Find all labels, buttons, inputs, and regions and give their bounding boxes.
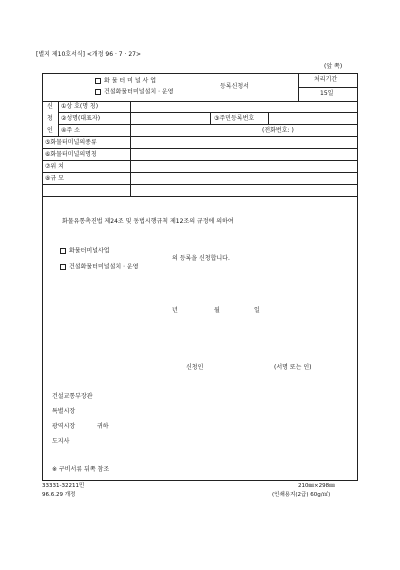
phone-number-label: (전화번호: ) [262,127,294,134]
row-label-terminal-name: ⑥화물터미널의명칭 [45,151,97,158]
apply-option-2-label: 건설화물터미널설치 · 운영 [69,263,139,271]
row-label-location: ⑦위 치 [45,163,64,170]
revision-date: 96.6.29 개정 [42,492,76,498]
date-day-label: 일 [254,307,260,314]
form-frame [42,73,358,481]
sign-or-seal-label: (서명 또는 인) [274,364,312,371]
required-docs-note: ※ 구비서류 뒤쪽 참조 [52,466,110,473]
title-option-2 [95,89,173,96]
apply-option-2 [60,264,138,271]
row-label-scale: ⑧규 모 [45,175,64,182]
checkbox-icon[interactable] [95,78,101,84]
apply-option-1 [60,248,110,255]
title-option-1 [95,78,156,85]
title-suffix: 등록신청서 [220,83,249,90]
row-label-trade-name: ①상 호(명 칭) [61,103,99,110]
legal-statement: 화물유통촉진법 제24조 및 동법시행규칙 제12조의 규정에 의하여 [62,218,234,225]
paper-size: 210㎜×298㎜ [298,483,335,489]
title-option-2-label: 건설화물터미널설치 · 운영 [104,88,174,96]
applicant-group-char-1: 신 [47,103,53,110]
applicant-signature-label: 신청인 [186,364,204,371]
checkbox-icon[interactable] [95,89,101,95]
checkbox-icon[interactable] [60,248,66,254]
title-option-1-label: 화 물 터 미 널 사 업 [104,77,157,85]
applicant-group-char-3: 인 [47,127,53,134]
processing-period-label: 처리기간 [314,76,338,83]
addressee-ministry: 건설교통부장관 [52,393,93,400]
paper-spec: (인쇄용지(2급) 60g/㎡) [272,492,331,498]
row-label-terminal-type: ⑤화물터미널의종류 [45,139,97,146]
applicant-group-char-2: 청 [47,115,53,122]
addressee-province: 도지사 [52,438,70,445]
form-code: 33331-32211민 [42,483,85,489]
honorific: 귀하 [97,423,109,430]
date-month-label: 월 [214,307,220,314]
addressee-special-city: 특별시장 [52,408,76,415]
apply-option-1-label: 화물터미널사업 [69,247,110,255]
addressee-metro-city: 광역시장 [52,423,76,430]
row-label-resident-number: ③주민등록번호 [214,115,255,122]
row-label-representative: ②성명(대표자) [61,115,101,122]
page-side-label: (앞 쪽) [324,63,343,70]
date-year-label: 년 [172,307,178,314]
checkbox-icon[interactable] [60,264,66,270]
processing-period-value: 15일 [320,90,334,97]
apply-text: 의 등록을 신청합니다. [172,255,230,262]
form-label: [별지 제10호서식] <개정 96 · 7 · 27> [36,51,141,58]
row-label-address: ④주 소 [61,127,80,134]
